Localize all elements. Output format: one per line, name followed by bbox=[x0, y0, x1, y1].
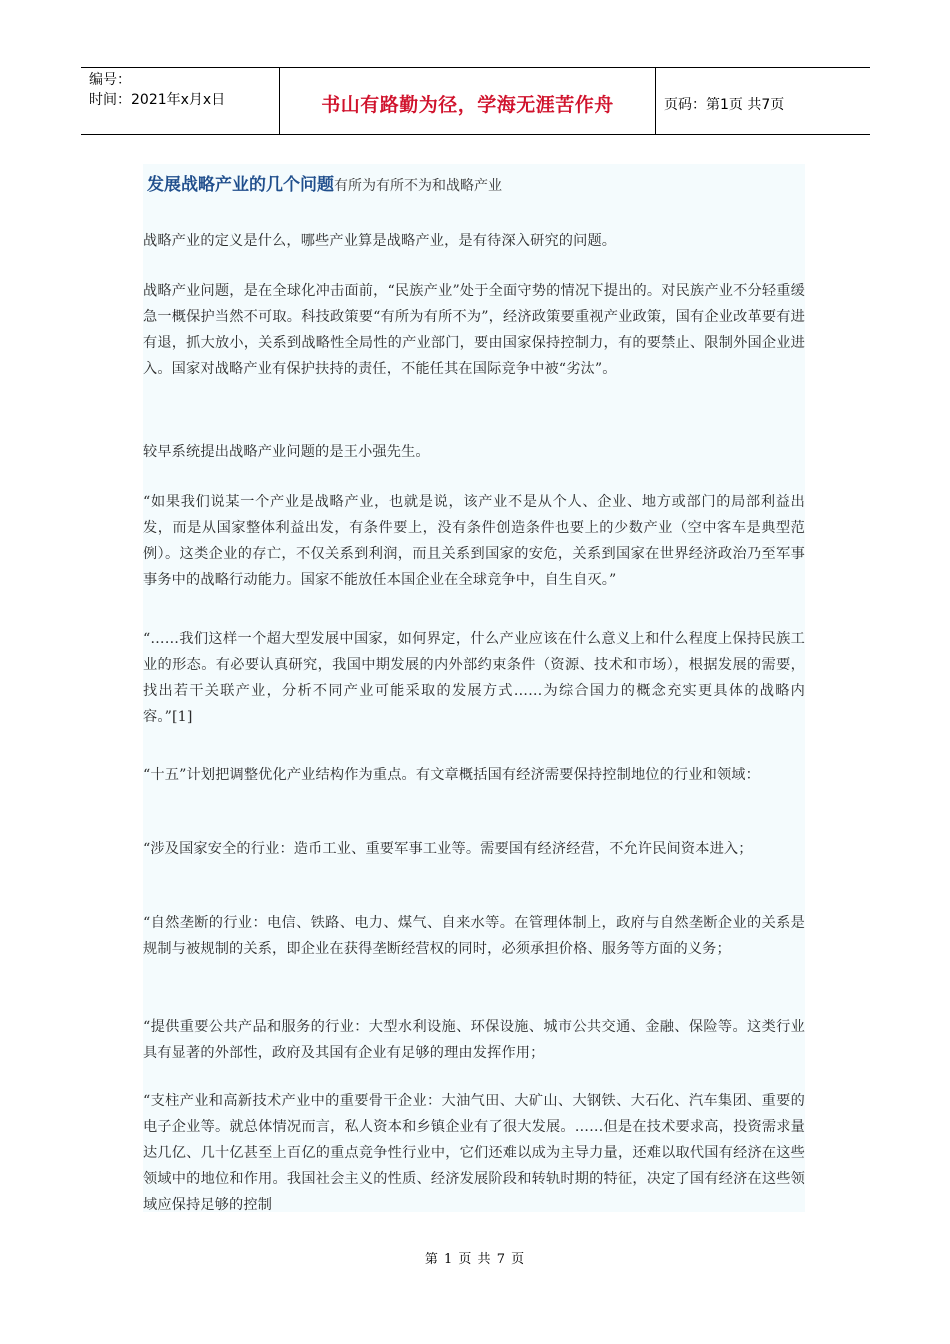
serial-label: 编号： bbox=[89, 72, 131, 88]
article-title-sub: 有所为有所不为和战略产业 bbox=[334, 178, 502, 194]
header-meta-cell bbox=[81, 68, 280, 134]
article-title bbox=[147, 170, 502, 195]
document-header bbox=[81, 67, 870, 135]
paragraph-9: “提供重要公共产品和服务的行业：大型水利设施、环保设施、城市公共交通、金融、保险等。这类行业具有显著的外部性，政府及其国有企业有足够的理由发挥作用； bbox=[143, 1019, 805, 1061]
time-label: 时间：2021年x月x日 bbox=[89, 92, 226, 108]
header-motto-cell bbox=[280, 68, 656, 134]
footer-page-number: 第 1 页 共 7 页 bbox=[424, 1252, 526, 1267]
article-body bbox=[143, 164, 805, 1212]
motto-text: 书山有路勤为径，学海无涯苦作舟 bbox=[321, 93, 614, 116]
paragraph-1: 战略产业的定义是什么，哪些产业算是战略产业，是有待深入研究的问题。 bbox=[143, 233, 617, 249]
article-title-main: 发展战略产业的几个问题 bbox=[147, 175, 334, 195]
paragraph-10: “支柱产业和高新技术产业中的重要骨干企业：大油气田、大矿山、大钢铁、大石化、汽车集团、重要的电子企业等。就总体情况而言，私人资本和乡镇企业有了很大发展。……但是在技术要求高，投资需求量达几亿、几十亿甚至上百亿的重点竞争性行业中，它们还难以成为主导力量，还难以取代国有经济在这些领域中的地位和作用。我国社会主义的性质、经济发展阶段和转轨时期的特征，决定了国有经济在这些领域应保持足够的控制 bbox=[143, 1093, 805, 1213]
paragraph-8: “自然垄断的行业：电信、铁路、电力、煤气、自来水等。在管理体制上，政府与自然垄断企业的关系是规制与被规制的关系，即企业在获得垄断经营权的同时，必须承担价格、服务等方面的义务； bbox=[143, 915, 805, 957]
paragraph-5: “……我们这样一个超大型发展中国家，如何界定，什么产业应该在什么意义上和什么程度上保持民族工业的形态。有必要认真研究，我国中期发展的内外部约束条件（资源、技术和市场），根据发展的需要，找出若干关联产业，分析不同产业可能采取的发展方式……为综合国力的概念充实更具体的战略内容。”[1] bbox=[143, 631, 805, 725]
header-page-cell bbox=[656, 68, 870, 134]
paragraph-4: “如果我们说某一个产业是战略产业，也就是说，该产业不是从个人、企业、地方或部门的局部利益出发，而是从国家整体利益出发，有条件要上，没有条件创造条件也要上的少数产业（空中客车是典型范例）。这类企业的存亡，不仅关系到利润，而且关系到国家的安危，关系到国家在世界经济政治乃至军事事务中的战略行动能力。国家不能放任本国企业在全球竞争中，自生自灭。” bbox=[143, 494, 805, 588]
paragraph-7: “涉及国家安全的行业：造币工业、重要军事工业等。需要国有经济经营，不允许民间资本进入； bbox=[143, 841, 753, 857]
page-label: 页码：第1页 共7页 bbox=[664, 97, 785, 113]
paragraph-2: 战略产业问题，是在全球化冲击面前，“民族产业”处于全面守势的情况下提出的。对民族产业不分轻重缓急一概保护当然不可取。科技政策要“有所为有所不为”，经济政策要重视产业政策，国有企业改革要有进有退，抓大放小，关系到战略性全局性的产业部门，要由国家保持控制力，有的要禁止、限制外国企业进入。国家对战略产业有保护扶持的责任，不能任其在国际竞争中被“劣汰”。 bbox=[143, 283, 805, 377]
paragraph-6: “十五”计划把调整优化产业结构作为重点。有文章概括国有经济需要保持控制地位的行业和领域： bbox=[143, 767, 760, 783]
paragraph-3: 较早系统提出战略产业问题的是王小强先生。 bbox=[143, 444, 430, 460]
page-footer bbox=[0, 1248, 950, 1267]
